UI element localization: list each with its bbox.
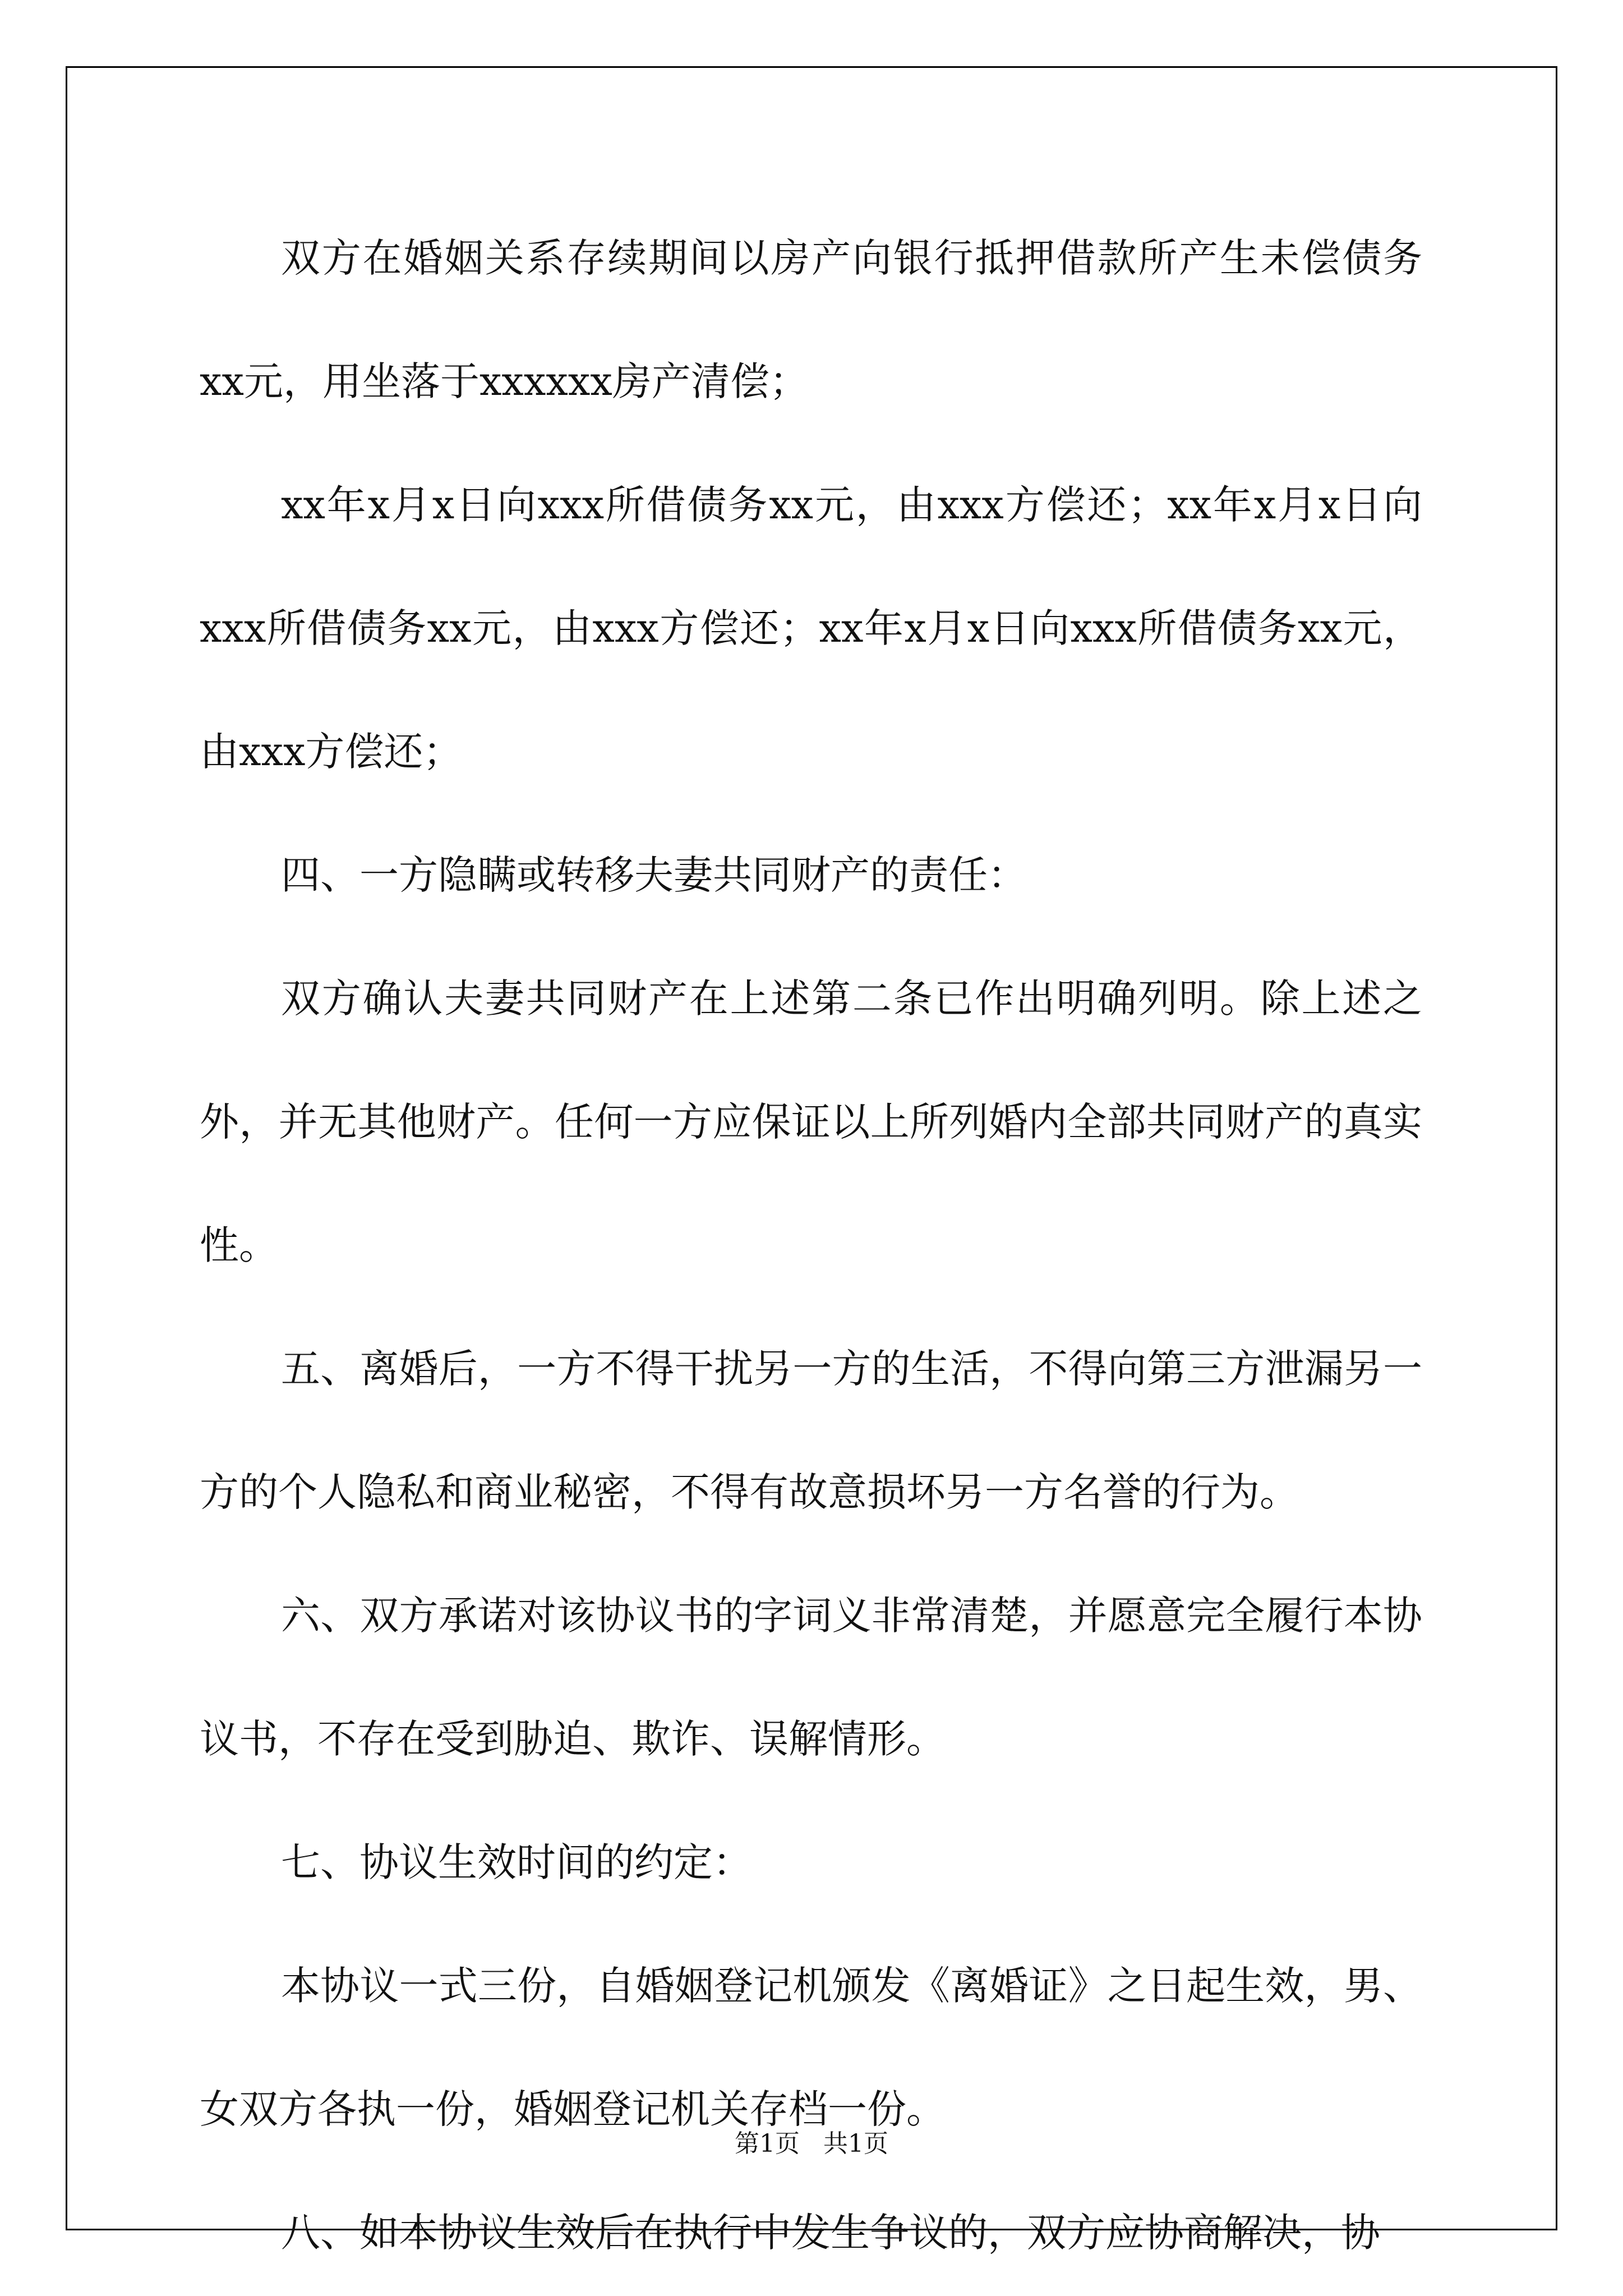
paragraph: xx年x月x日向xxx所借债务xx元，由xxx方偿还；xx年x月x日向xxx所借债务xx元，由xxx方偿还；xx年x月x日向xxx所借债务xx元，由xxx方偿还； bbox=[200, 482, 1422, 775]
paragraph: 四、一方隐瞒或转移夫妻共同财产的责任： bbox=[281, 852, 1027, 898]
paragraph: 六、双方承诺对该协议书的字词义非常清楚，并愿意完全履行本协议书，不存在受到胁迫、欺诈、误解情形。 bbox=[200, 1593, 1422, 1762]
page-number: 第1页 bbox=[735, 2129, 800, 2158]
page-footer bbox=[0, 2123, 1623, 2159]
paragraph: 五、离婚后，一方不得干扰另一方的生活，不得向第三方泄漏另一方的个人隐私和商业秘密，不得有故意损坏另一方名誉的行为。 bbox=[200, 1346, 1422, 1515]
page-total: 共1页 bbox=[823, 2129, 888, 2158]
paragraph: 双方在婚姻关系存续期间以房产向银行抵押借款所产生未偿债务xx元，用坐落于xxxxxx房产清偿； bbox=[200, 235, 1422, 404]
document-body bbox=[200, 196, 1422, 2294]
paragraph: 八、如本协议生效后在执行中发生争议的，双方应协商解决，协 bbox=[281, 2210, 1380, 2256]
paragraph: 本协议一式三份，自婚姻登记机颁发《离婚证》之日起生效，男、女双方各执一份，婚姻登记机关存档一份。 bbox=[200, 1963, 1422, 2132]
paragraph: 七、协议生效时间的约定： bbox=[281, 1839, 752, 1885]
paragraph: 双方确认夫妻共同财产在上述第二条已作出明确列明。除上述之外，并无其他财产。任何一方应保证以上所列婚内全部共同财产的真实性。 bbox=[200, 976, 1422, 1268]
